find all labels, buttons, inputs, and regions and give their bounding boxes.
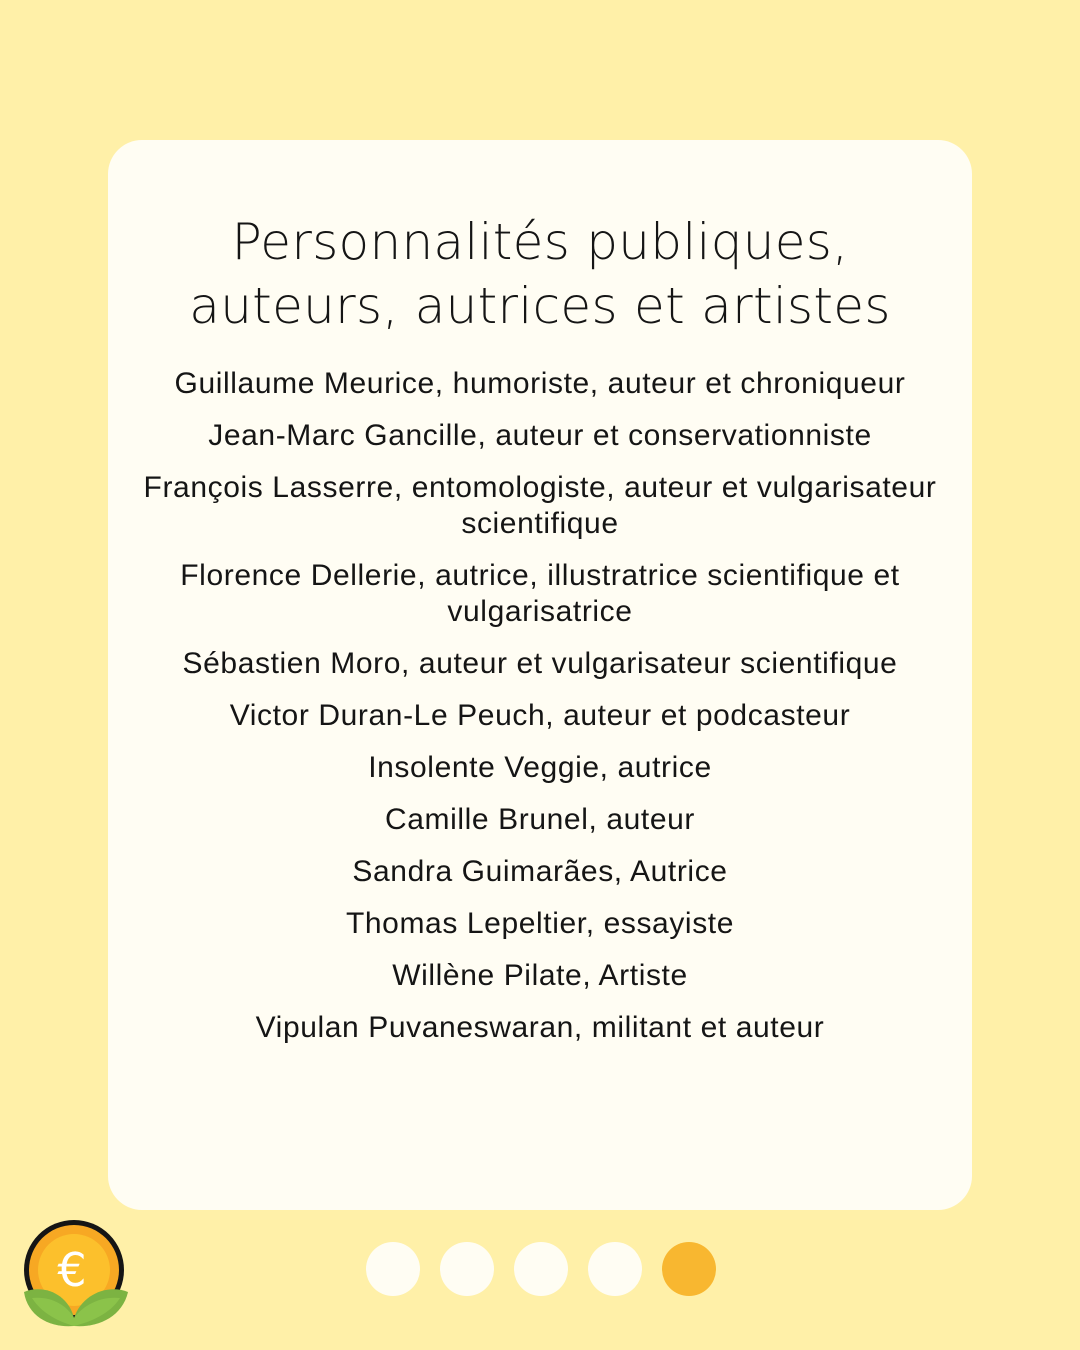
pagination-dots [366,1242,716,1296]
page-dot-1[interactable] [366,1242,420,1296]
page-dot-4[interactable] [588,1242,642,1296]
page-title: Personnalités publiques, auteurs, autrices et artistes [189,213,891,335]
list-item: François Lasserre, entomologiste, auteur et vulgarisateur scientifique [143,471,937,540]
page-dot-2[interactable] [440,1242,494,1296]
page-dot-3[interactable] [514,1242,568,1296]
list-item: Guillaume Meurice, humoriste, auteur et chroniqueur [174,367,906,400]
list-item: Insolente Veggie, autrice [368,751,712,784]
euro-coin-sprout-icon [22,1218,130,1330]
list-item: Florence Dellerie, autrice, illustratrice scientifique et vulgarisatrice [180,559,900,628]
people-list [128,366,952,1046]
page-dot-5-active[interactable] [662,1242,716,1296]
list-item: Jean-Marc Gancille, auteur et conservationniste [208,419,872,452]
svg-text:€: € [57,1243,87,1297]
list-item: Thomas Lepeltier, essayiste [345,907,735,940]
list-item: Vipulan Puvaneswaran, militant et auteur [255,1011,825,1044]
content-card [108,140,972,1210]
list-item: Sandra Guimarães, Autrice [352,855,728,888]
list-item: Sébastien Moro, auteur et vulgarisateur scientifique [182,647,898,680]
list-item: Camille Brunel, auteur [384,803,695,836]
list-item: Victor Duran-Le Peuch, auteur et podcasteur [229,699,851,732]
list-item: Willène Pilate, Artiste [392,959,688,992]
